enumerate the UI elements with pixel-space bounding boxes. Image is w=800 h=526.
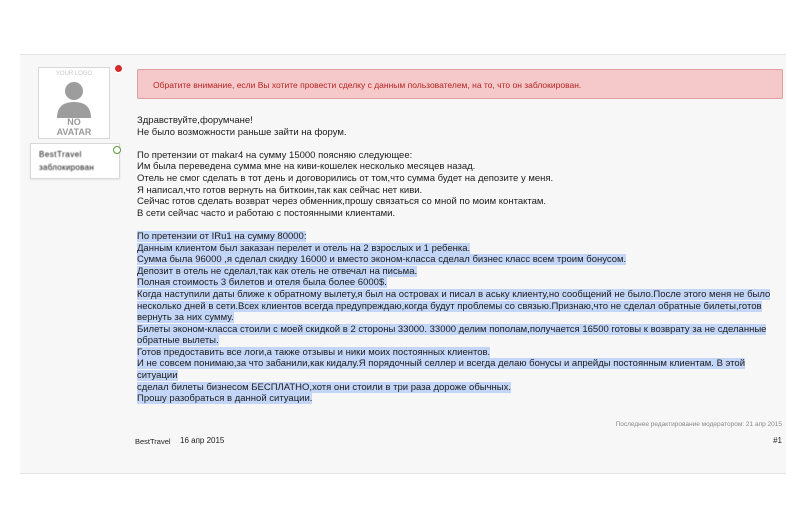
message-line: [137, 358, 787, 381]
selected-text: По претензии от IRu1 на сумму 80000:: [137, 230, 307, 242]
message-line: Здравствуйте,форумчане!: [137, 115, 253, 126]
selected-text: Данным клиентом был заказан перелет и отель на 2 взрослых и 1 ребенка.: [137, 242, 471, 254]
post-author-link[interactable]: BestTravel: [135, 437, 171, 446]
selected-text: обратные вылеты.: [137, 335, 219, 347]
paragraph-gap: [137, 138, 787, 150]
message-line: Отель не смог сделать в тот день и договорились от том,что сумма будет на депозите у меня.: [137, 172, 554, 184]
post-message: [137, 115, 787, 405]
message-line: Сейчас готов сделать возврат через обменник,прошу связаться со мной по моим контактам.: [137, 196, 547, 208]
selected-text: Готов предоставить все логи,а также отзывы и ники моих постоянных клиентов.: [137, 346, 491, 358]
message-line: [137, 347, 787, 359]
message-line: [137, 243, 787, 255]
user-card: [30, 143, 120, 179]
user-role: заблокирован: [39, 163, 95, 172]
selected-text: сделал билеты бизнесом БЕСПЛАТНО,хотя они стоили в три раза дороже обычных.: [137, 381, 512, 393]
username-link[interactable]: BestTravel: [39, 150, 82, 159]
message-line: По претензии от makar4 на сумму 15000 поясняю следующее:: [137, 149, 413, 161]
last-edit-note: Последнее редактирование модератором: 21 апр 2015: [615, 421, 782, 428]
selected-text: Прошу разобраться в данной ситуации.: [137, 393, 313, 405]
selected-text: Депозит в отель не сделал,так как отель не отвечал на письма.: [137, 265, 418, 277]
message-line: [137, 312, 787, 324]
online-status-icon: [113, 146, 121, 154]
post-sidebar: [20, 55, 128, 473]
selected-text: Сумма была 96000 ,я сделал скидку 16000 и вместо эконом-класса сделал бизнес класс всем троим бонусом.: [137, 254, 627, 266]
avatar-label-no: NO: [67, 117, 81, 127]
banned-status-icon: [114, 64, 123, 73]
message-line: В сети сейчас часто и работаю с постоянными клиентами.: [137, 207, 396, 219]
selected-text: вернуть за них сумму.: [137, 312, 234, 324]
message-line: Я написал,что готов вернуть на биткоин,так как сейчас нет киви.: [137, 184, 423, 196]
selected-text: Полная стоимость 3 билетов и отеля была более 6000$.: [137, 277, 387, 289]
selected-text: Когда наступили даты ближе к обратному вылету,я был на островах и писал в аську клиенту,но сообщений не было.После этого меня не было: [137, 288, 771, 300]
message-line: Им была переведена сумма мне на киви-кошелек несколько месяцев назад.: [137, 161, 476, 173]
message-line: Не было возможности раньше зайти на форум.: [137, 126, 347, 138]
message-line: [137, 231, 787, 243]
paragraph-gap: [137, 219, 787, 231]
message-line: [137, 266, 787, 278]
selected-text: несколько дней в сети.Всех клиентов всегда предупреждаю,когда будут проблемы со связью.Признаю,что не сделал обратные билеты,готов: [137, 300, 762, 312]
message-line: [137, 382, 787, 394]
avatar-label-avatar: AVATAR: [56, 127, 92, 137]
post-date-link[interactable]: 16 апр 2015: [180, 436, 225, 445]
forum-post: [20, 54, 786, 474]
message-line: [137, 393, 787, 405]
message-line: [137, 324, 787, 336]
message-line: [137, 254, 787, 266]
selected-text: Билеты эконом-класса стоили с моей скидкой в 2 стороны 33000. 33000 делим пополам,получается 16500 готовы к возврату за не сделанные: [137, 323, 767, 335]
avatar[interactable]: [38, 67, 110, 139]
selected-text: И не совсем понимаю,за что забанили,как кидалу.Я порядочный селлер и всегда делаю бонусы и апрейды постоянным клиентам. В этой ситуации: [137, 358, 746, 382]
blocked-user-alert: Обратите внимание, если Вы хотите провести сделку с данным пользователем, на то, что он заблокирован.: [137, 69, 783, 99]
message-line: [137, 301, 787, 313]
message-line: [137, 335, 787, 347]
post-number-link[interactable]: #1: [773, 436, 782, 445]
message-line: [137, 289, 787, 301]
avatar-watermark: YOUR LOGO: [55, 71, 93, 77]
message-line: [137, 277, 787, 289]
